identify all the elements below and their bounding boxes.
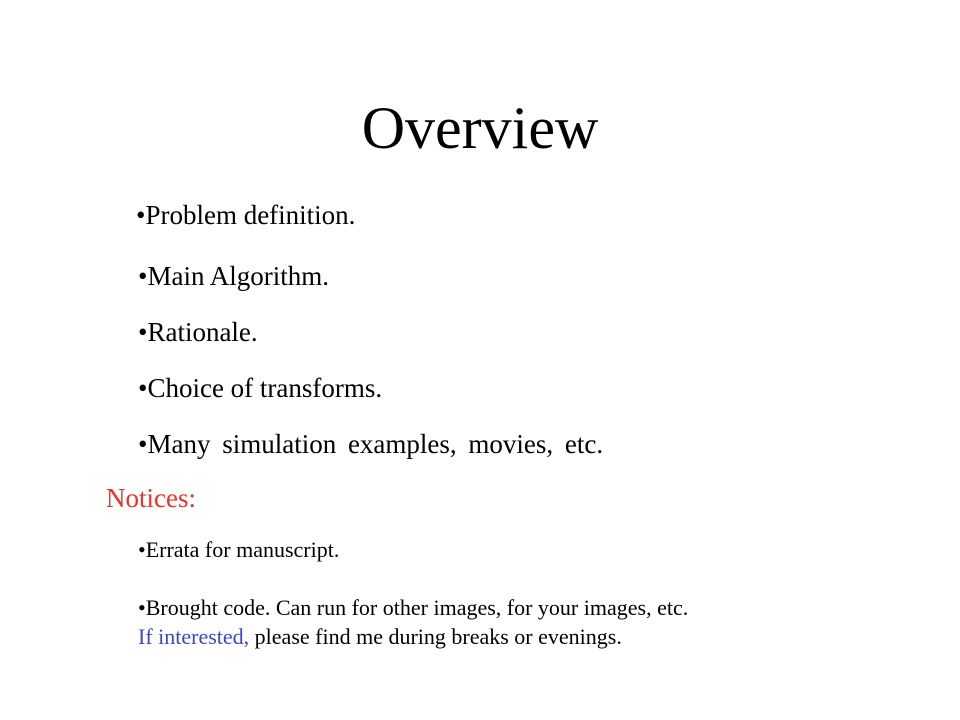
bullet-marker: • [138, 595, 146, 620]
bullet-text: Main Algorithm. [147, 261, 329, 291]
notice-item [138, 595, 688, 621]
notices-heading: Notices: [106, 483, 196, 513]
bullet-marker: • [138, 261, 148, 291]
bullet-item [138, 372, 382, 404]
bullet-text: Many simulation examples, movies, etc. [147, 429, 604, 459]
bullet-text: Rationale. [147, 317, 258, 347]
bullet-item [136, 199, 355, 231]
notice-text: Brought code. Can run for other images, for your images, etc. [145, 595, 689, 620]
bullet-marker: • [138, 429, 148, 459]
bullet-marker: • [136, 200, 146, 230]
slide-title: Overview [361, 95, 599, 161]
followup-text: please find me during breaks or evenings. [249, 624, 622, 649]
bullet-item [138, 316, 258, 348]
bullet-item [138, 428, 603, 460]
bullet-marker: • [138, 537, 146, 562]
notice-text: Errata for manuscript. [145, 537, 340, 562]
bullet-text: Problem definition. [145, 200, 356, 230]
notice-followup [138, 624, 622, 650]
bullet-marker: • [138, 317, 148, 347]
highlight-text: If interested, [138, 624, 250, 649]
bullet-text: Choice of transforms. [147, 373, 383, 403]
notice-item [138, 537, 339, 563]
bullet-item [138, 260, 329, 292]
bullet-marker: • [138, 373, 148, 403]
